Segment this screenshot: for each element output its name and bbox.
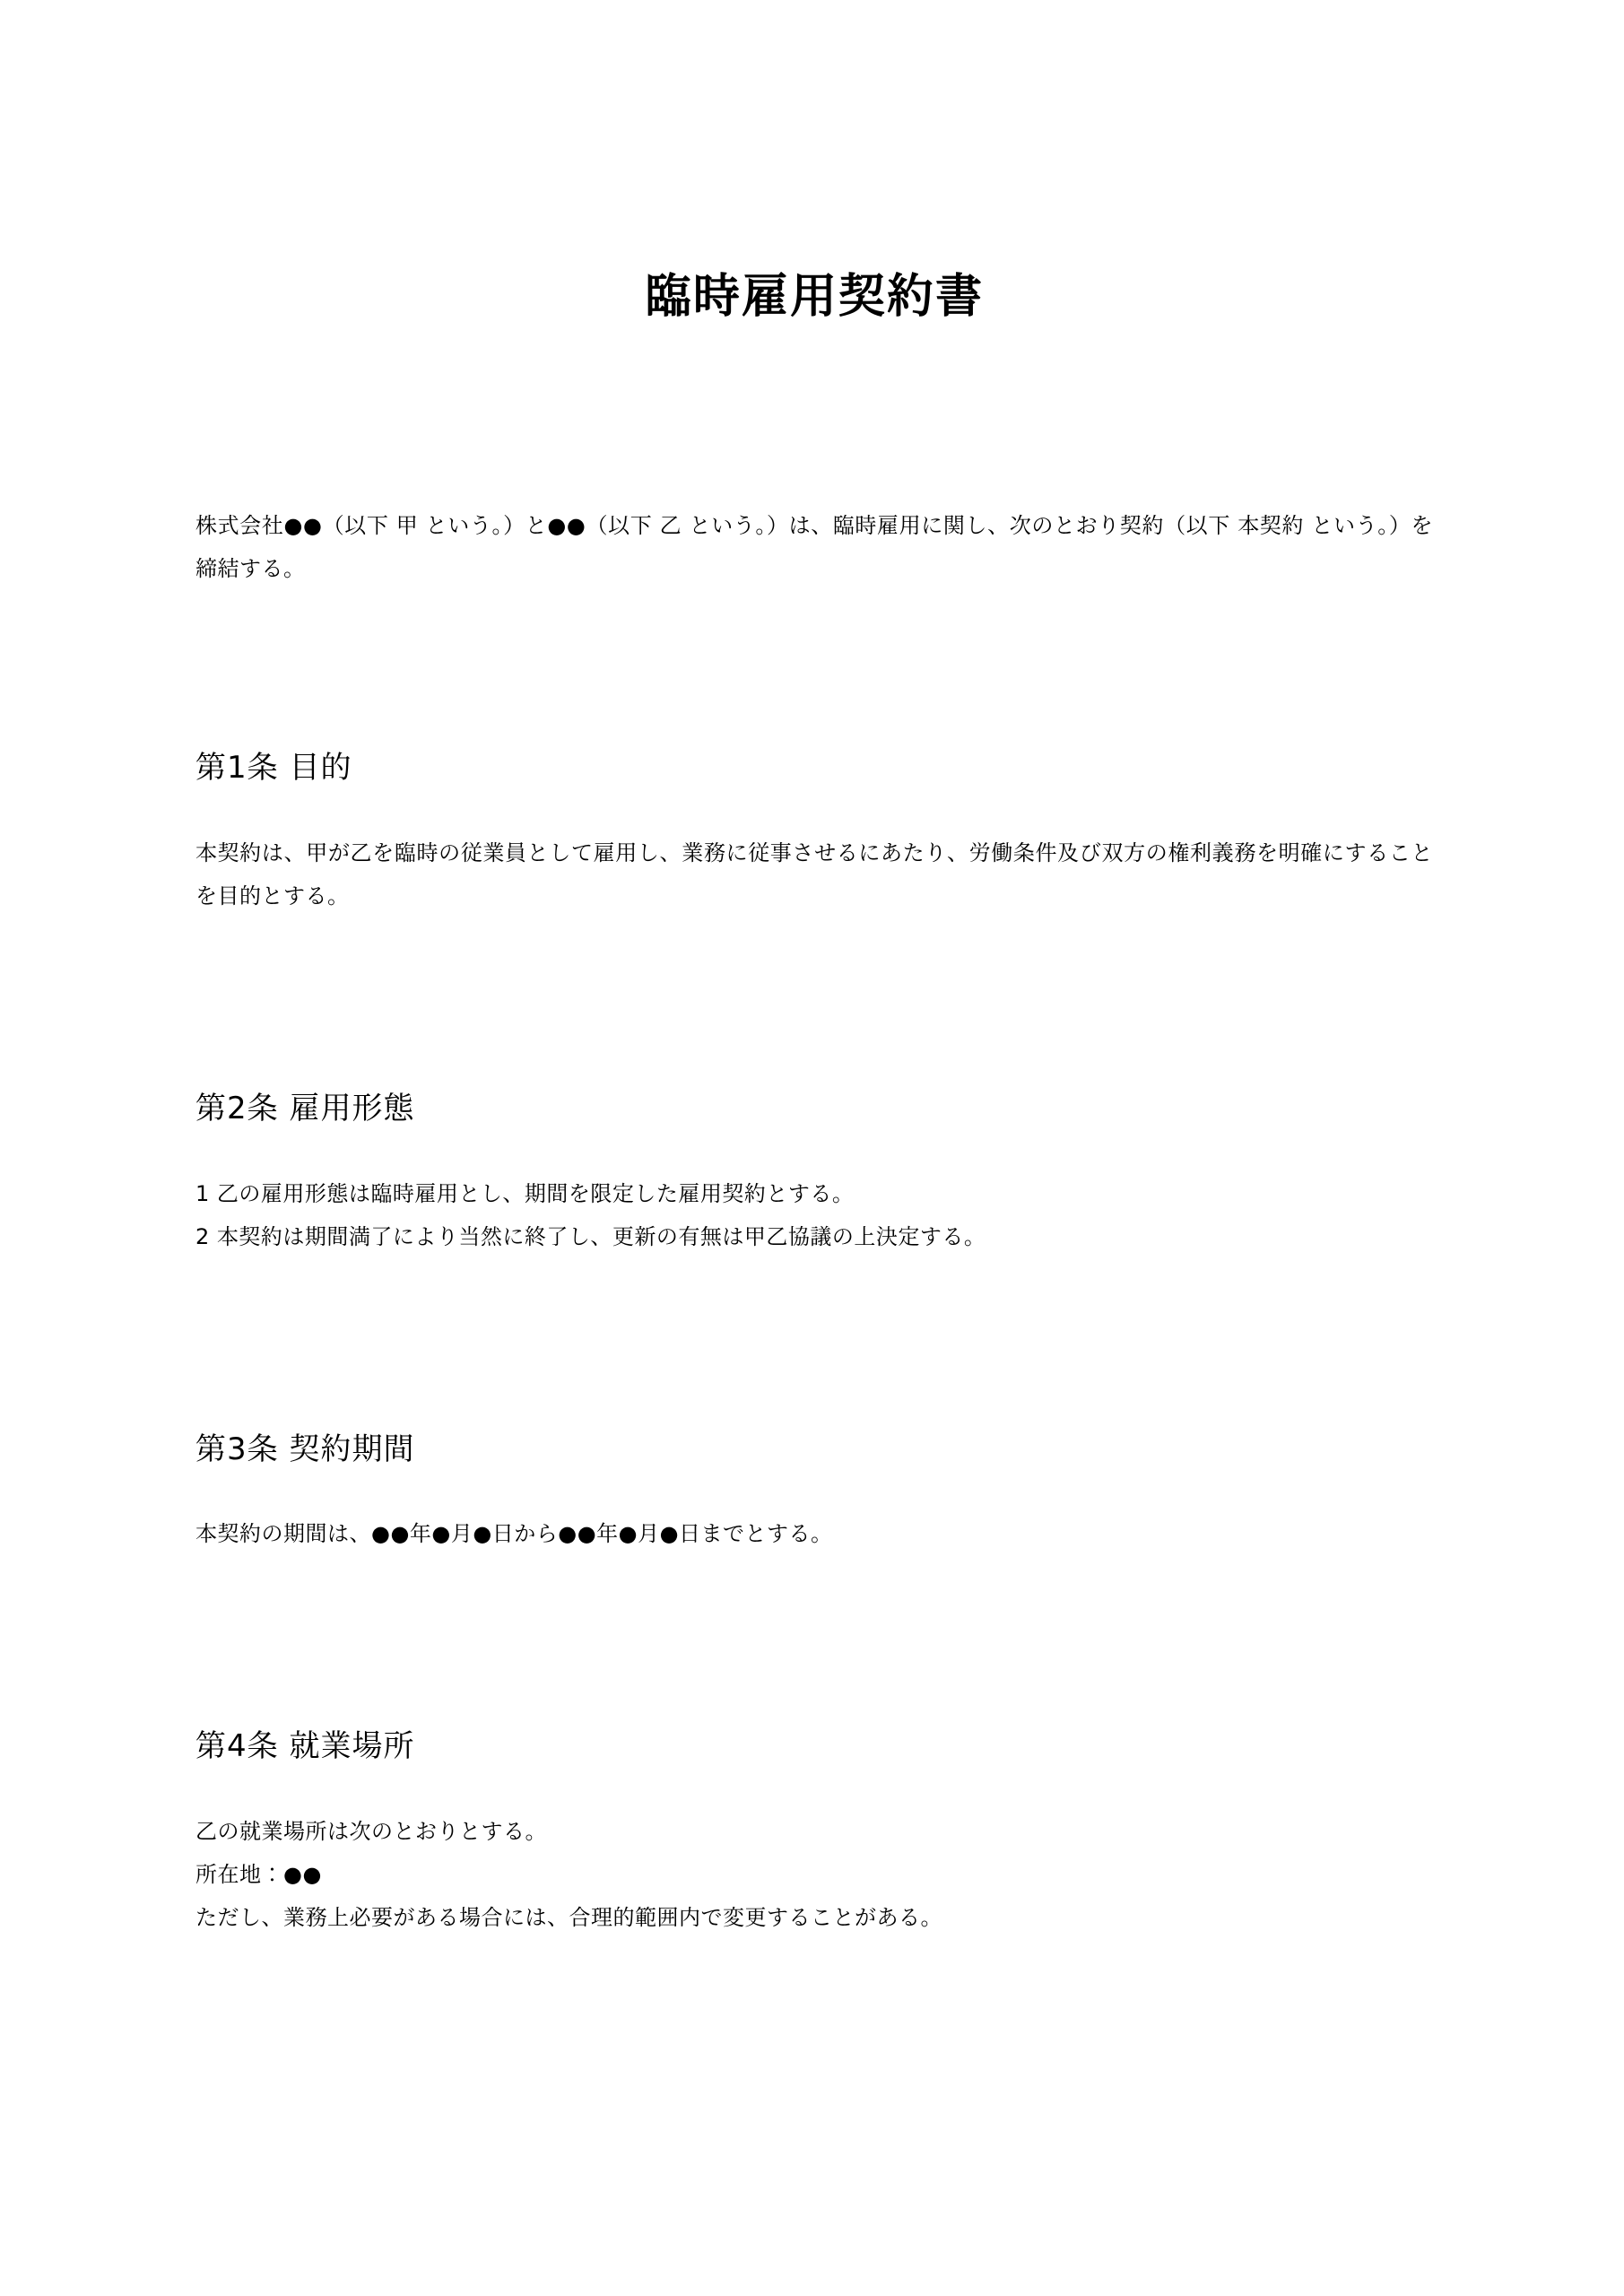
section-heading-article-3: 第3条 契約期間 xyxy=(195,1431,415,1467)
section-body-article-1 xyxy=(195,831,1433,918)
section-heading-article-2: 第2条 雇用形態 xyxy=(195,1090,415,1126)
body-line: 乙の就業場所は次のとおりとする。 xyxy=(195,1818,547,1844)
body-line: ただし、業務上必要がある場合には、合理的範囲内で変更することがある。 xyxy=(195,1904,942,1930)
document-content xyxy=(195,0,1433,1939)
body-line: 本契約の期間は、●●年●月●日から●●年●月●日までとする。 xyxy=(195,1521,833,1547)
body-line: 2 本契約は期間満了により当然に終了し、更新の有無は甲乙協議の上決定する。 xyxy=(195,1223,986,1249)
preamble-paragraph: 株式会社●●（以下 甲 という。）と●●（以下 乙 という。）は、臨時雇用に関し、次のとおり契約（以下 本契約 という。）を締結する。 xyxy=(195,513,1433,582)
body-line: 所在地：●● xyxy=(195,1861,322,1887)
section-body-article-4 xyxy=(195,1810,1433,1939)
section-article-3 xyxy=(195,1429,1433,1556)
body-line: 1 乙の雇用形態は臨時雇用とし、期間を限定した雇用契約とする。 xyxy=(195,1180,855,1206)
section-article-2 xyxy=(195,1088,1433,1258)
body-line: 本契約は、甲が乙を臨時の従業員として雇用し、業務に従事させるにあたり、労働条件及び双方の権利義務を明確にすることを目的とする。 xyxy=(195,839,1433,909)
section-body-article-2 xyxy=(195,1172,1433,1258)
section-body-article-3 xyxy=(195,1512,1433,1555)
section-heading-article-1: 第1条 目的 xyxy=(195,750,352,787)
section-article-1 xyxy=(195,747,1433,918)
document-title: 臨時雇用契約書 xyxy=(644,270,984,324)
section-heading-article-4: 第4条 就業場所 xyxy=(195,1728,415,1765)
section-article-4 xyxy=(195,1726,1433,1939)
